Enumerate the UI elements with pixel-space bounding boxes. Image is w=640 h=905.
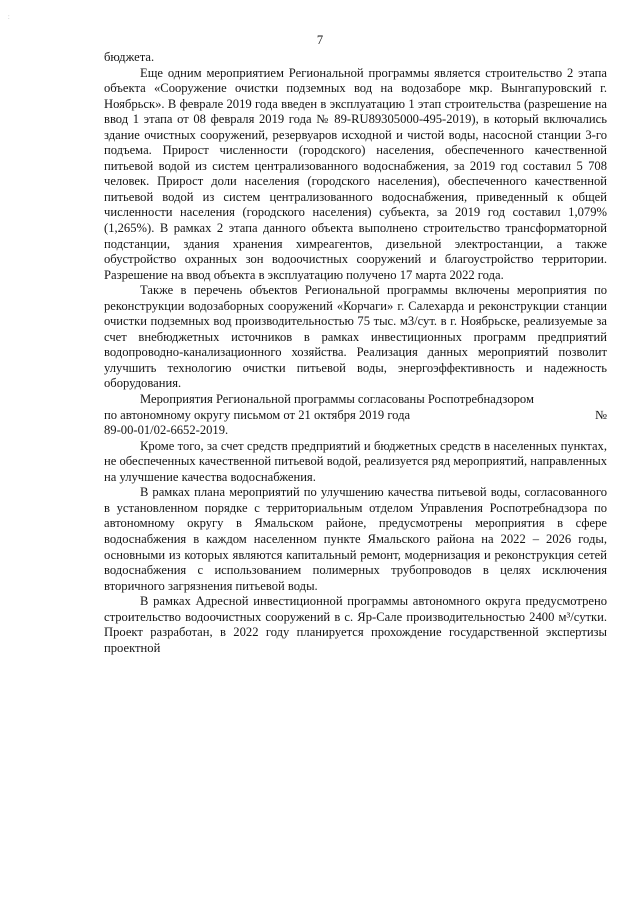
paragraph-korchagi: Также в перечень объектов Региональной программы включены мероприятия по реконструкции водозаборных сооружений «Корчаги» г. Салехарда и реконструкции станции очистки подземных вод производительностью 75 тыс. м3/сут. в г. Ноябрьске, реализуемые за счет внебюджетных источников в рамках инвестиционных программ предприятий водопроводно-канализационного хозяйства. Реализация данных мероприятий позволит улучшить технологию очистки питьевой воды, энергоэффективность и надежность оборудования. <box>104 283 607 391</box>
paragraph-vyngapurovsky: Еще одним мероприятием Региональной программы является строительство 2 этапа объекта «Сооружение очистки подземных вод на водозаборе мкр. Вынгапуровский г. Ноябрьск». В феврале 2019 года введен в эксплуатацию 1 этап строительства (разрешение на ввод 1 этапа от 08 февраля 2019 года № 89-RU89305000-495-2019), в который включались здание очистных сооружений, резервуаров исходной и чистой воды, насосной станции 3-го подъема. Прирост численности (городского) населения, обеспеченного качественной питьевой водой из систем централизованного водоснабжения, за 2019 год составил 5 708 человек. Прирост доли населения (городского населения), обеспеченного качественной питьевой водой из систем централизованного водоснабжения, приведенный к общей численности населения (городского населения) субъекта, за 2019 год составил 1,079% (1,265%). В рамках 2 этапа данного объекта выполнено строительство трансформаторной подстанции, здания хранения химреагентов, дизельной электростанции, а также обустройство охранных зон водоочистных сооружений и благоустройство территории. Разрешение на ввод объекта в эксплуатацию получено 17 марта 2022 года. <box>104 65 607 282</box>
page-number: 7 <box>316 33 324 47</box>
paragraph-yar-sale: В рамках Адресной инвестиционной программы автономного округа предусмотрено строительство водоочистных сооружений в с. Яр-Сале производительностью 2400 м³/сутки. Проект разработан, в 2022 году планируется прохождение государственной экспертизы проектной <box>104 594 607 655</box>
approval-number: 89-00-01/02-6652-2019. <box>104 423 229 438</box>
margin-mark: : <box>8 15 10 21</box>
approval-line-2 <box>104 408 607 424</box>
paragraph-budget-end: бюджета. <box>104 50 155 64</box>
approval-number-sign: № <box>594 407 607 422</box>
paragraph-yamal-plan: В рамках плана мероприятий по улучшению качества питьевой воды, согласованного в установленном порядке с территориальным отделом Управления Роспотребнадзора по автономному округу в Ямальском районе, предусмотрены мероприятия в сфере водоснабжения в каждом населенном пункте Ямальского района на 2022 – 2026 годы, основными из которых являются капитальный ремонт, модернизация и реконструкция сетей водоснабжения с использованием полимерных трубопроводов в целях исключения вторичного загрязнения питьевой воды. <box>104 485 607 593</box>
document-body <box>104 50 607 656</box>
approval-letter-text: по автономному округу письмом от 21 октября 2019 года <box>104 407 411 422</box>
paragraph-approval <box>104 392 607 408</box>
paragraph-enterprise-funds: Кроме того, за счет средств предприятий и бюджетных средств в населенных пунктах, не обеспеченных качественной питьевой водой, реализуется ряд мероприятий, направленных на улучшение качества водоснабжения. <box>104 438 607 484</box>
approval-line-1: Мероприятия Региональной программы согласованы Роспотребнадзором <box>140 392 534 407</box>
